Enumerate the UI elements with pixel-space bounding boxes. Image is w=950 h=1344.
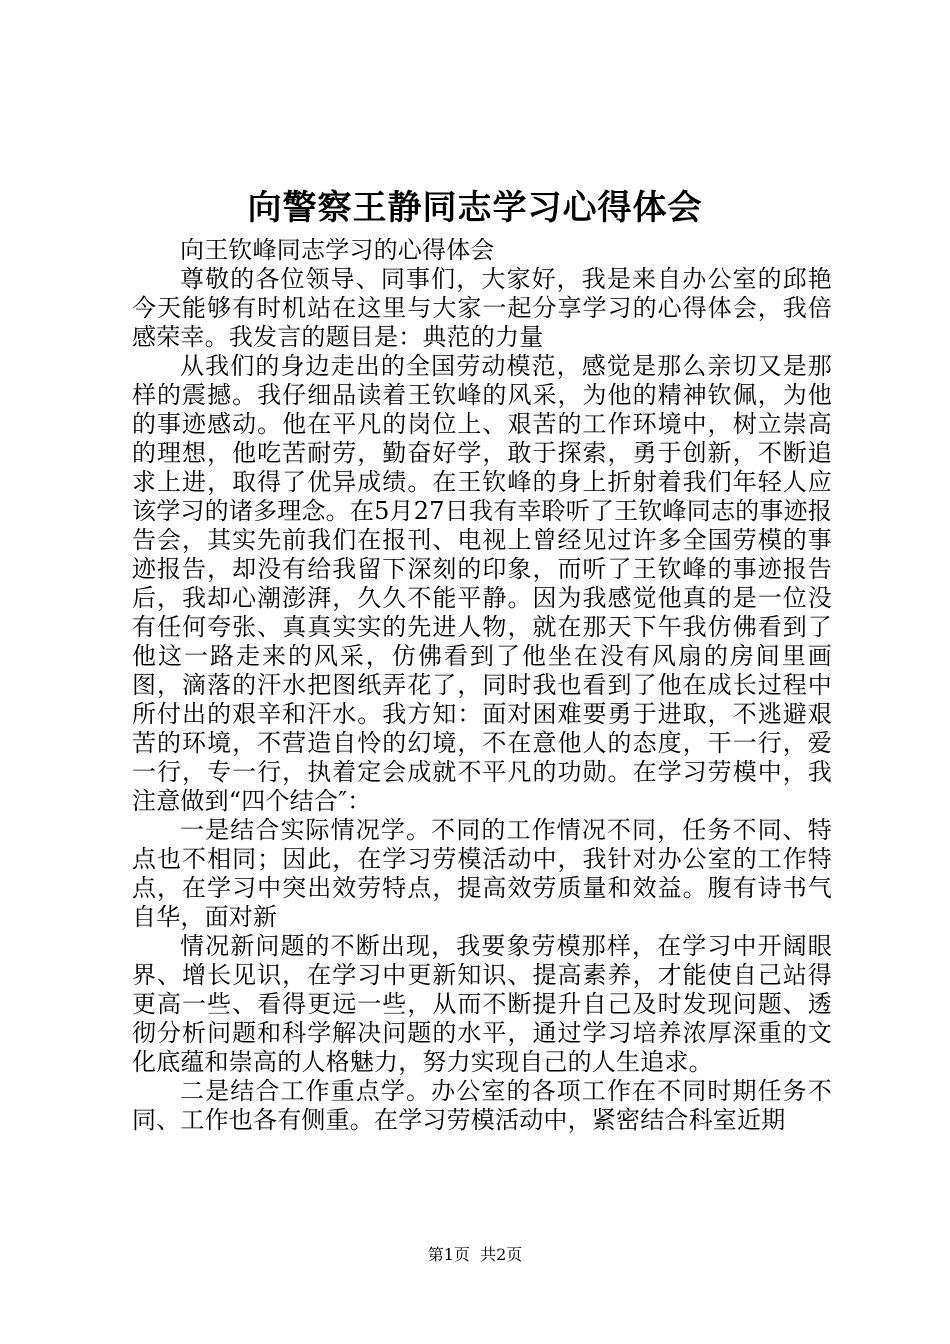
page-number: 第1页 xyxy=(427,1245,470,1264)
page-total: 共2页 xyxy=(480,1245,523,1264)
paragraph-point-two: 二是结合工作重点学。办公室的各项工作在不同时期任务不同、工作也各有侧重。在学习劳模活动中，紧密结合科室近期 xyxy=(132,1077,832,1134)
page-footer xyxy=(0,1244,950,1266)
document-body xyxy=(132,236,832,1135)
paragraph-subtitle: 向王钦峰同志学习的心得体会 xyxy=(180,236,495,264)
paragraph-greeting: 尊敬的各位领导、同事们，大家好，我是来自办公室的邱艳今天能够有时机站在这里与大家一起分享学习的心得体会，我倍感荣幸。我发言的题目是：典范的力量 xyxy=(132,265,832,351)
paragraph-main: 从我们的身边走出的全国劳动模范，感觉是那么亲切又是那样的震撼。我仔细品读着王钦峰的风采，为他的精神钦佩，为他的事迹感动。他在平凡的岗位上、艰苦的工作环境中，树立崇高的理想，他吃苦耐劳，勤奋好学，敢于探索，勇于创新，不断追求上进，取得了优异成绩。在王钦峰的身上折射着我们年轻人应该学习的诸多理念。在5月27日我有幸聆听了王钦峰同志的事迹报告会，其实先前我们在报刊、电视上曾经见过许多全国劳模的事迹报告，却没有给我留下深刻的印象，而听了王钦峰的事迹报告后，我却心潮澎湃，久久不能平静。因为我感觉他真的是一位没有任何夸张、真真实实的先进人物，就在那天下午我仿佛看到了他这一路走来的风采，仿佛看到了他坐在没有风扇的房间里画图，滴落的汗水把图纸弄花了，同时我也看到了他在成长过程中所付出的艰辛和汗水。我方知：面对困难要勇于进取，不逃避艰苦的环境，不营造自怜的幻境，不在意他人的态度，干一行，爱一行，专一行，执着定会成就不平凡的功勋。在学习劳模中，我注意做到“四个结合″： xyxy=(132,352,832,815)
paragraph-continuation: 情况新问题的不断出现，我要象劳模那样，在学习中开阔眼界、增长见识，在学习中更新知识、提高素养，才能使自己站得更高一些、看得更远一些，从而不断提升自己及时发现问题、透彻分析问题和科学解决问题的水平，通过学习培养浓厚深重的文化底蕴和崇高的人格魅力，努力实现自己的人生追求。 xyxy=(132,932,832,1076)
paragraph-point-one: 一是结合实际情况学。不同的工作情况不同，任务不同、特点也不相同；因此，在学习劳模活动中，我针对办公室的工作特点，在学习中突出效劳特点，提高效劳质量和效益。腹有诗书气自华，面对新 xyxy=(132,816,832,931)
document-title: 向警察王静同志学习心得体会 xyxy=(247,188,703,228)
